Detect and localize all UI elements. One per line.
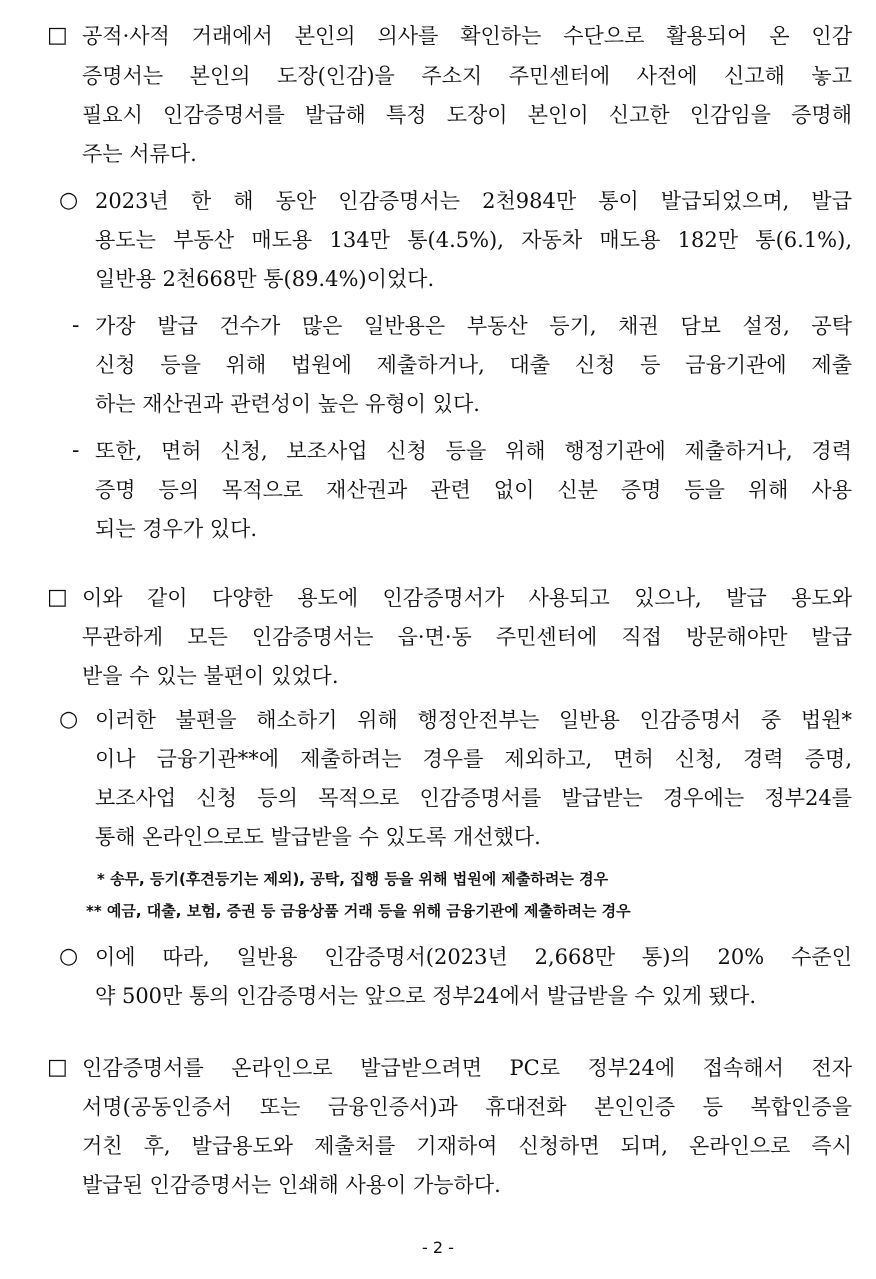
paragraph-line: 받을 수 있는 불편이 있었다. <box>82 664 339 688</box>
paragraph-line: 필요시 인감증명서를 발급해 특정 도장이 본인이 신고한 인감임을 증명해 <box>82 103 852 127</box>
paragraph-line: 또한, 면허 신청, 보조사업 신청 등을 위해 행정기관에 제출하거나, 경력 <box>95 439 852 463</box>
paragraph-line: 일반용 2천668만 통(89.4%)이었다. <box>95 267 435 291</box>
paragraph-line: 용도는 부동산 매도용 134만 통(4.5%), 자동차 매도용 182만 통(6.1%), <box>95 228 852 252</box>
circle-bullet-icon: ○ <box>59 707 79 732</box>
paragraph-line: 무관하게 모든 인감증명서는 읍·면·동 주민센터에 직접 방문해야만 발급 <box>82 625 852 649</box>
paragraph-line: 인감증명서를 온라인으로 발급받으려면 PC로 정부24에 접속해서 전자 <box>82 1056 852 1080</box>
paragraph-line: 약 500만 통의 인감증명서는 앞으로 정부24에서 발급받을 수 있게 됐다. <box>95 984 756 1008</box>
square-bullet-icon: □ <box>47 23 68 48</box>
paragraph-line: 가장 발급 건수가 많은 일반용은 부동산 등기, 채권 담보 설정, 공탁 <box>95 314 852 338</box>
paragraph-line: 신청 등을 위해 법원에 제출하거나, 대출 신청 등 금융기관에 제출 <box>95 353 852 377</box>
footnote-finance: ** 예금, 대출, 보험, 증권 등 금융상품 거래 등을 위해 금융기관에 제출하려는 경우 <box>86 902 631 920</box>
paragraph-line: 서명(공동인증서 또는 금융인증서)과 휴대전화 본인인증 등 복합인증을 <box>82 1095 852 1119</box>
paragraph-line: 이나 금융기관**에 제출하려는 경우를 제외하고, 면허 신청, 경력 증명, <box>95 747 852 771</box>
paragraph-line: 발급된 인감증명서는 인쇄해 사용이 가능하다. <box>82 1173 501 1197</box>
paragraph-line: 이러한 불편을 해소하기 위해 행정안전부는 일반용 인감증명서 중 법원* <box>95 708 852 732</box>
dash-bullet-icon: - <box>72 438 80 463</box>
paragraph-line: 증명서는 본인의 도장(인감)을 주소지 주민센터에 사전에 신고해 놓고 <box>82 64 852 88</box>
square-bullet-icon: □ <box>47 585 68 610</box>
square-bullet-icon: □ <box>47 1055 68 1080</box>
paragraph-line: 거친 후, 발급용도와 제출처를 기재하여 신청하면 되며, 온라인으로 즉시 <box>82 1134 852 1158</box>
paragraph-line: 이에 따라, 일반용 인감증명서(2023년 2,668만 통)의 20% 수준인 <box>95 945 852 969</box>
page-number: - 2 - <box>422 1238 454 1257</box>
paragraph-line: 주는 서류다. <box>82 142 197 166</box>
paragraph-line: 되는 경우가 있다. <box>95 517 258 541</box>
dash-bullet-icon: - <box>72 313 80 338</box>
paragraph-line: 공적·사적 거래에서 본인의 의사를 확인하는 수단으로 활용되어 온 인감 <box>82 24 852 48</box>
circle-bullet-icon: ○ <box>59 944 79 969</box>
paragraph-line: 이와 같이 다양한 용도에 인감증명서가 사용되고 있으나, 발급 용도와 <box>82 586 852 610</box>
paragraph-line: 2023년 한 해 동안 인감증명서는 2천984만 통이 발급되었으며, 발급 <box>95 189 852 213</box>
paragraph-line: 통해 온라인으로도 발급받을 수 있도록 개선했다. <box>95 825 541 849</box>
circle-bullet-icon: ○ <box>59 188 79 213</box>
paragraph-line: 증명 등의 목적으로 재산권과 관련 없이 신분 증명 등을 위해 사용 <box>95 478 852 502</box>
footnote-court: * 송무, 등기(후견등기는 제외), 공탁, 집행 등을 위해 법원에 제출하려는 경우 <box>97 870 609 888</box>
paragraph-line: 하는 재산권과 관련성이 높은 유형이 있다. <box>95 392 480 416</box>
paragraph-line: 보조사업 신청 등의 목적으로 인감증명서를 발급받는 경우에는 정부24를 <box>95 786 852 810</box>
